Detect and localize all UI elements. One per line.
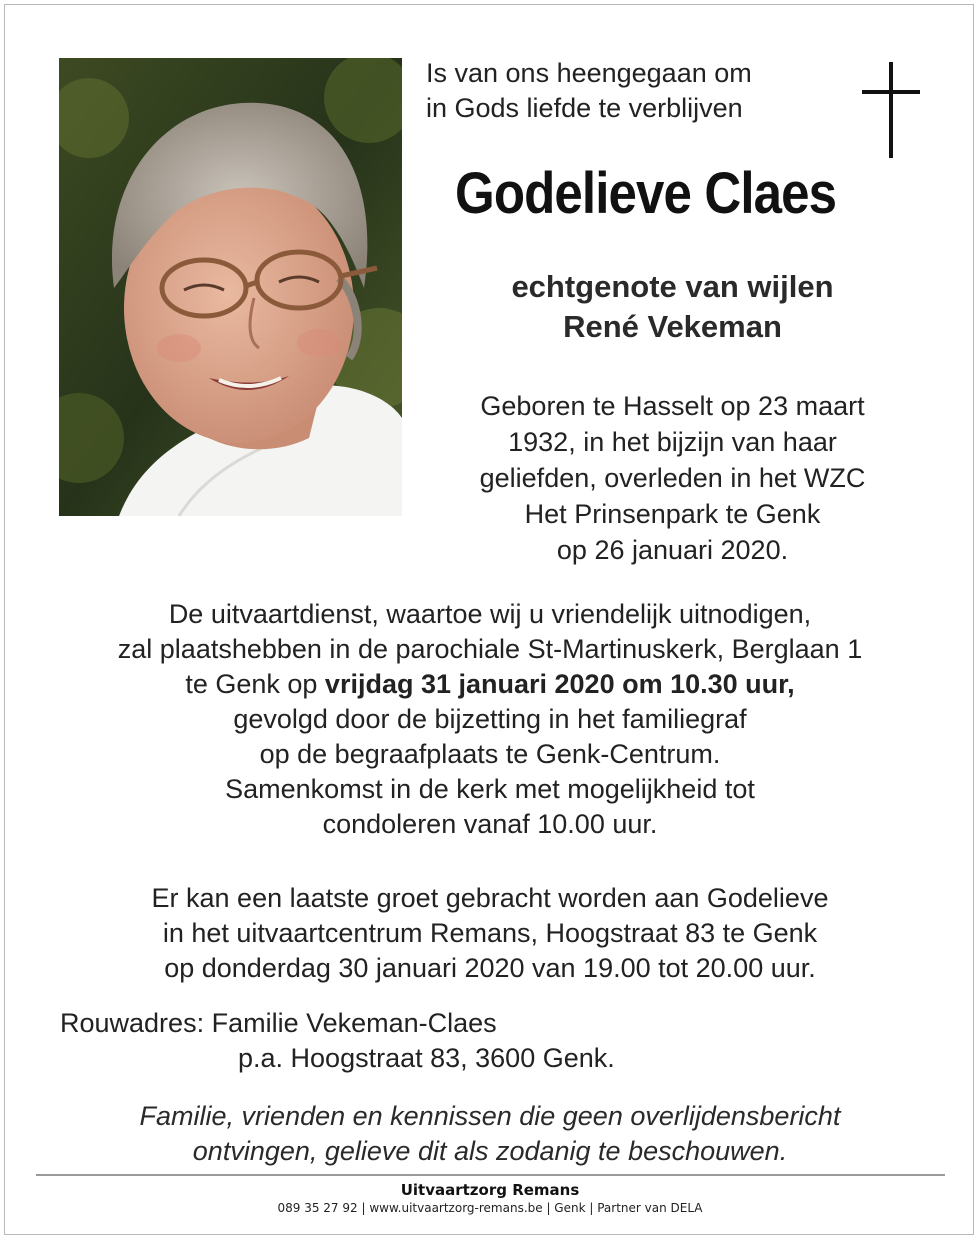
funeral-service-text xyxy=(20,597,960,842)
born-line: Het Prinsenpark te Genk xyxy=(524,499,821,529)
footer-divider xyxy=(36,1174,945,1176)
birth-death-text xyxy=(420,388,925,568)
service-line: gevolgd door de bijzetting in het familiegraf xyxy=(233,704,747,734)
intro-text xyxy=(426,56,846,126)
service-line: zal plaatshebben in de parochiale St-Martinuskerk, Berglaan 1 xyxy=(117,634,863,664)
service-line: Samenkomst in de kerk met mogelijkheid tot xyxy=(225,774,755,804)
born-line: 1932, in het bijzijn van haar xyxy=(508,427,837,457)
service-line: De uitvaartdienst, waartoe wij u vriendelijk uitnodigen, xyxy=(168,599,812,629)
service-line-datetime xyxy=(20,667,960,702)
born-line: Geboren te Hasselt op 23 maart xyxy=(480,391,865,421)
visit-line: in het uitvaartcentrum Remans, Hoogstraat 83 te Genk xyxy=(162,918,818,948)
born-line: geliefden, overleden in het WZC xyxy=(479,463,866,493)
intro-line: Is van ons heengegaan om xyxy=(426,58,752,88)
visit-line: Er kan een laatste groet gebracht worden aan Godelieve xyxy=(151,883,829,913)
visit-line: op donderdag 30 januari 2020 van 19.00 tot 20.00 uur. xyxy=(164,953,816,983)
service-line: condoleren vanaf 10.00 uur. xyxy=(322,809,658,839)
address-line: p.a. Hoogstraat 83, 3600 Genk. xyxy=(238,1043,615,1073)
service-prefix: te Genk op xyxy=(185,669,325,699)
service-line: op de begraafplaats te Genk-Centrum. xyxy=(259,739,721,769)
deceased-name: Godelieve Claes xyxy=(455,161,837,226)
spouse-text xyxy=(420,267,925,347)
notice-note xyxy=(20,1099,960,1169)
spouse-line: echtgenote van wijlen xyxy=(511,269,834,304)
born-line: op 26 januari 2020. xyxy=(556,535,789,565)
mourning-address xyxy=(60,1006,760,1076)
address-line: Rouwadres: Familie Vekeman-Claes xyxy=(60,1008,497,1038)
service-datetime: vrijdag 31 januari 2020 om 10.30 uur, xyxy=(324,669,795,699)
note-line: Familie, vrienden en kennissen die geen overlijdensbericht xyxy=(139,1101,841,1131)
undertaker-contact: 089 35 27 92 | www.uitvaartzorg-remans.be | Genk | Partner van DELA xyxy=(277,1201,703,1215)
portrait-photo xyxy=(59,58,402,516)
farewell-visit-text xyxy=(20,881,960,986)
portrait-image xyxy=(59,58,402,516)
spouse-line: René Vekeman xyxy=(563,309,782,344)
note-line: ontvingen, gelieve dit als zodanig te beschouwen. xyxy=(192,1136,788,1166)
undertaker-name: Uitvaartzorg Remans xyxy=(400,1181,580,1199)
cross-icon xyxy=(862,62,920,158)
intro-line: in Gods liefde te verblijven xyxy=(426,93,743,123)
